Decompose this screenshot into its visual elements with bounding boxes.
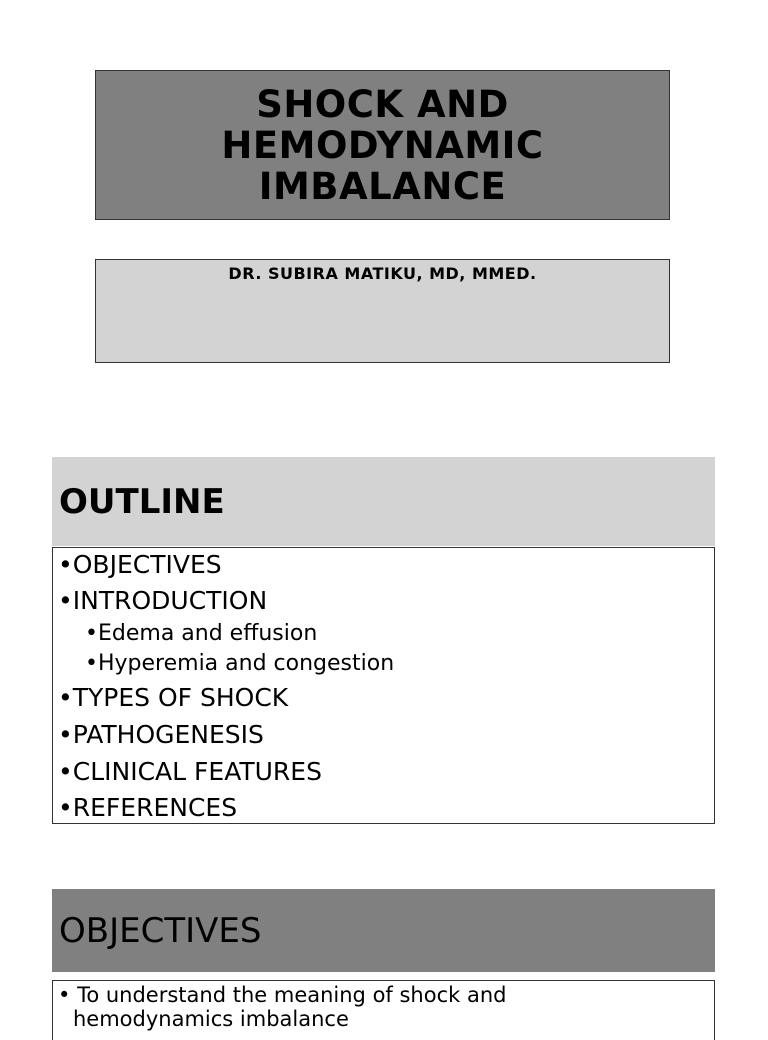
bullet-icon: • bbox=[58, 983, 71, 1007]
outline-slide-body bbox=[52, 547, 715, 824]
outline-subitem-hyperemia: •Hyperemia and congestion bbox=[85, 651, 395, 676]
bullet-icon: • bbox=[58, 720, 73, 749]
objectives-slide-body bbox=[52, 980, 715, 1040]
slide-author: DR. SUBIRA MATIKU, MD, MMED. bbox=[228, 264, 537, 283]
bullet-icon: • bbox=[58, 757, 73, 786]
objective-item: • To understand the meaning of shock and hemodynamics imbalance bbox=[58, 983, 507, 1031]
outline-item-pathogenesis: •PATHOGENESIS bbox=[58, 720, 264, 749]
outline-item-references: •REFERENCES bbox=[58, 793, 238, 822]
objectives-heading: OBJECTIVES bbox=[59, 910, 262, 951]
outline-item-introduction: •INTRODUCTION bbox=[58, 586, 268, 615]
objectives-slide-header bbox=[52, 889, 715, 972]
bullet-icon: • bbox=[85, 651, 98, 676]
outline-slide-header bbox=[52, 457, 715, 546]
title-slide-title-box bbox=[95, 70, 670, 220]
slide-title: SHOCK AND HEMODYNAMIC IMBALANCE bbox=[221, 82, 544, 208]
bullet-icon: • bbox=[58, 683, 73, 712]
bullet-icon: • bbox=[58, 793, 73, 822]
title-slide-subtitle-box bbox=[95, 259, 670, 363]
outline-heading: OUTLINE bbox=[59, 481, 225, 522]
outline-item-objectives: •OBJECTIVES bbox=[58, 550, 222, 579]
bullet-icon: • bbox=[58, 550, 73, 579]
bullet-icon: • bbox=[85, 621, 98, 646]
bullet-icon: • bbox=[58, 586, 73, 615]
outline-subitem-edema: •Edema and effusion bbox=[85, 621, 318, 646]
outline-item-clinical-features: •CLINICAL FEATURES bbox=[58, 757, 322, 786]
outline-item-types-of-shock: •TYPES OF SHOCK bbox=[58, 683, 289, 712]
